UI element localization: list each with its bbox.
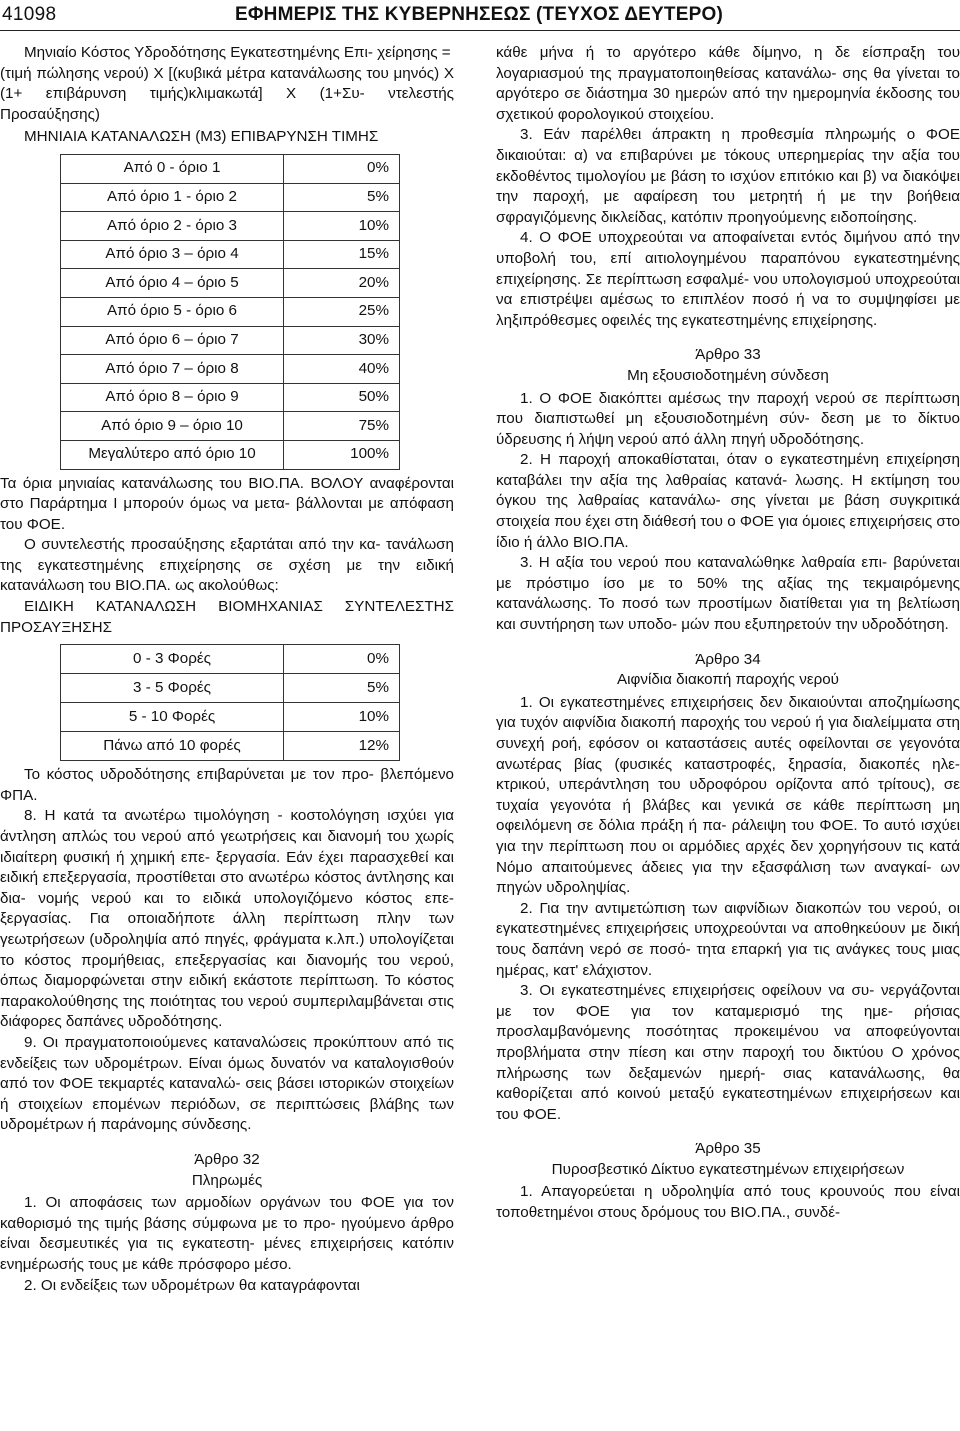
rate-cell: 40% (284, 355, 400, 384)
page-header (0, 4, 960, 28)
vat-paragraph: Το κόστος υδροδότησης επιβαρύνεται με τον προ- βλεπόμενο ΦΠΑ. (0, 766, 454, 804)
paragraph-4: 4. Ο ΦΟΕ υποχρεούται να αποφαίνεται εντός διμήνου από την υποβολή του, επί αιτιολογημένου παραπόνου εγκατεστημένης επιχείρησης. Σε περίπτωση εσφαλμέ- νου υπολογισμού υποχρεούται να επιστρέψει αμέσως το επιπλέον ποσό ή να το συμψηφίσει με ληξιπρόθεσμες οφειλές της εγκατεστημένης επιχείρησης. (496, 229, 960, 329)
article-33-paragraph-2: 2. Η παροχή αποκαθίσταται, όταν ο εγκατεστημένη επιχείρηση καταβάλει την αξία της λαθραίας κατανά- λωσης. Η εκτίμηση του όγκου της λαθραίας κατανάλω- σης γίνεται με βάση συγκριτικά στοιχεία που έχει στη διάθεσή του ο ΦΟΕ για όμοιες επιχειρήσεις στο ίδιο ή άλλο ΒΙΟ.ΠΑ. (496, 451, 960, 551)
rate-cell: 25% (284, 297, 400, 326)
range-cell: Από όριο 8 – όριο 9 (61, 383, 284, 412)
range-cell: Από όριο 7 – όριο 8 (61, 355, 284, 384)
article-32-title: Άρθρο 32 (194, 1150, 260, 1168)
range-cell: 5 - 10 Φορές (61, 703, 284, 732)
consumption-surcharge-table (60, 154, 400, 470)
special-consumption-table (60, 644, 400, 761)
continued-paragraph: κάθε μήνα ή το αργότερο κάθε δίμηνο, η δε είσπραξη του λογαριασμού της πραγματοποιηθείσας κατανάλω- σης θα γίνεται το αργότερο σε διάστημα 30 ημερών από την ημερομηνία έκδοσης του σχετικού φορολογικού στοιχείου. (496, 44, 960, 123)
table-row (61, 383, 400, 412)
article-33-paragraph-3: 3. Η αξία του νερού που καταναλώθηκε λαθραία επι- βαρύνεται με πρόστιμο ίσο με το 50% της αξίας της τεκμαιρόμενης κατανάλωσης. Το ποσό των προστίμων διατίθεται για τη βελτίωση και συντήρηση των υποδο- μών που εξυπηρετούν την υδροδότηση. (496, 554, 960, 634)
rate-cell: 10% (284, 703, 400, 732)
table-row (61, 297, 400, 326)
range-cell: Από όριο 6 – όριο 7 (61, 326, 284, 355)
table-row (61, 355, 400, 384)
table-row (61, 440, 400, 469)
formula-body: (τιμή πώλησης νερού) X [(κυβικά μέτρα κατανάλωσης του μηνός) X (1+ επιβάρυνση τιμής)κλιμακωτά] X (1+Συ- ντελεστής Προσαύξησης) (0, 64, 454, 123)
paragraph-3: 3. Εάν παρέλθει άπρακτη η προθεσμία πληρωμής ο ΦΟΕ δικαιούται: α) να επιβαρύνει με τόκους υπερημερίας την αξία του εκδοθέντος τιμολογίου με βάση το ισχύον επιτόκιο και β) να διακόψει την παροχή, με αφαίρεση του μετρητή ή με την βοήθεια σφραγιζόμενης δικλείδας, κατόπιν προηγούμενης ειδοποίησης. (496, 126, 960, 226)
table-row (61, 212, 400, 241)
rate-cell: 12% (284, 732, 400, 761)
range-cell: 0 - 3 Φορές (61, 645, 284, 674)
rate-cell: 5% (284, 674, 400, 703)
article-32-subtitle: Πληρωμές (191, 1171, 263, 1189)
page-number: 41098 (2, 4, 57, 25)
table-row (61, 183, 400, 212)
rate-cell: 30% (284, 326, 400, 355)
table-row (61, 154, 400, 183)
article-33-paragraph-1: 1. Ο ΦΟΕ διακόπτει αμέσως την παροχή νερού σε περίπτωση που διαπιστωθεί μη εξουσιοδοτημένη σύν- δεση με το δίκτυο ύδρευσης ή λήψη νερού από άλλη πηγή υδροδότησης. (496, 389, 960, 448)
table-row (61, 326, 400, 355)
rate-cell: 50% (284, 383, 400, 412)
rate-cell: 75% (284, 412, 400, 441)
table-row (61, 645, 400, 674)
header-rule (0, 30, 960, 31)
table1-heading: ΜΗΝΙΑΙΑ ΚΑΤΑΝΑΛΩΣΗ (Μ3) ΕΠΙΒΑΡΥΝΣΗ ΤΙΜΗΣ (24, 128, 379, 146)
right-column (496, 43, 960, 1224)
table-row (61, 412, 400, 441)
table-row (61, 732, 400, 761)
formula-title: Μηνιαίο Κόστος Υδροδότησης Εγκατεστημένης Επι- χείρησης = (24, 44, 451, 61)
table-row (61, 703, 400, 732)
range-cell: Από όριο 4 – όριο 5 (61, 269, 284, 298)
rate-cell: 15% (284, 240, 400, 269)
article-34-paragraph-3: 3. Οι εγκατεστημένες επιχειρήσεις οφείλουν να συ- νεργάζονται με τον ΦΟΕ για τον καταμερισμό της ημε- ρήσιας προσλαμβανόμενης ποσότητας προκειμένου να αποφεύγονται προβλήματα στην πίεση και στην παροχή του δικτύου Ο χρόνος πλήρωσης των δεξαμενών ημερή- σιας κατανάλωσης, θα καθορίζεται από κοινού μεταξύ εγκατεστημένων επιχειρήσεων και του ΦΟΕ. (496, 982, 960, 1123)
range-cell: Από όριο 1 - όριο 2 (61, 183, 284, 212)
range-cell: Πάνω από 10 φορές (61, 732, 284, 761)
table2-heading: ΕΙΔΙΚΗ ΚΑΤΑΝΑΛΩΣΗ ΒΙΟΜΗΧΑΝΙΑΣ ΣΥΝΤΕΛΕΣΤΗΣ ΠΡΟΣΑΥΞΗΣΗΣ (0, 598, 454, 636)
range-cell: Από όριο 3 – όριο 4 (61, 240, 284, 269)
article-34-subtitle: Αιφνίδια διακοπή παροχής νερού (617, 671, 839, 689)
rate-cell: 0% (284, 645, 400, 674)
coefficient-paragraph: Ο συντελεστής προσαύξησης εξαρτάται από την κα- τανάλωση της εγκατεστημένης επιχείρησης σε σχέση με την ειδική κατανάλωση του ΒΙΟ.ΠΑ. ως ακολούθως: (0, 536, 454, 595)
table-row (61, 269, 400, 298)
article-35-subtitle: Πυροσβεστικό Δίκτυο εγκατεστημένων επιχειρήσεων (551, 1160, 905, 1178)
table-row (61, 674, 400, 703)
gazette-title: ΕΦΗΜΕΡΙΣ ΤΗΣ ΚΥΒΕΡΝΗΣΕΩΣ (ΤΕΥΧΟΣ ΔΕΥΤΕΡΟ) (235, 4, 723, 25)
rate-cell: 20% (284, 269, 400, 298)
paragraph-8: 8. Η κατά τα ανωτέρω τιμολόγηση - κοστολόγηση ισχύει για άντληση απλώς του νερού από γεωτρήσεις και διανομή του χωρίς ιδιαίτερη φυσική ή χημική επε- ξεργασία. Εάν έχει παρασχεθεί και ειδική επεξεργασία, προστίθεται στο ανωτέρω κόστος άντλησης και δια- νομής νερού και το ειδικά υπολογιζόμενο κόστος επε- ξεργασίας. Για οποιαδήποτε άλλη περίπτωση πλην των γεωτρήσεων (υδροληψία από πηγές, φράγματα κ.λπ.) υπολογίζεται το κόστος προμήθειας, επεξεργασίας και διανομής του νερού, όπως διαμορφώνεται στην ειδική εκάστοτε περίπτωση. Το κόστος παρακολούθησης της ποιότητας του νερού συμπεριλαμβάνεται στις διάφορες δαπάνες υδροδότησης. (0, 807, 454, 1031)
paragraph-9: 9. Οι πραγματοποιούμενες καταναλώσεις προκύπτουν από τις ενδείξεις των υδρομέτρων. Είναι όμως δυνατόν να καταλογισθούν από τον ΦΟΕ τεκμαρτές καταναλώ- σεις βάσει ιστορικών στοιχείων ή στοιχείων επομένων περιόδων, σε περιπτώσεις βλάβης των υδρομέτρων ή παράνομης σύνδεσης. (0, 1033, 454, 1134)
article-32-paragraph-2: 2. Οι ενδείξεις των υδρομέτρων θα καταγράφονται (24, 1276, 360, 1294)
left-column (0, 43, 454, 1296)
article-35-title: Άρθρο 35 (695, 1140, 761, 1158)
table-row (61, 240, 400, 269)
article-33-title: Άρθρο 33 (695, 346, 761, 364)
limits-paragraph: Τα όρια μηνιαίας κατανάλωσης του ΒΙΟ.ΠΑ. ΒΟΛΟΥ αναφέρονται στο Παράρτημα Ι μπορούν όμως να μετα- βάλλονται με απόφαση του ΦΟΕ. (0, 474, 454, 533)
range-cell: Από όριο 9 – όριο 10 (61, 412, 284, 441)
rate-cell: 10% (284, 212, 400, 241)
range-cell: Μεγαλύτερο από όριο 10 (61, 440, 284, 469)
range-cell: 3 - 5 Φορές (61, 674, 284, 703)
rate-cell: 100% (284, 440, 400, 469)
article-34-paragraph-1: 1. Οι εγκατεστημένες επιχειρήσεις δεν δικαιούνται αποζημίωσης για τυχόν αιφνίδια διακοπή παροχής του νερού ή για διαλείμματα στη συνεχή ροή, εφόσον οι καταστάσεις αυτές οφείλονται σε γεγονότα ανωτέρας βίας (φυσικές καταστροφές, ξηρασία, διακοπές ηλε- κτρικού, υπεράντληση του υδροφόρου ορίζοντα από τρίτους), σε τυχαία γεγονότα ή βλάβες και γενικά σε κάθε περίπτωση μη οφειλόμενη σε δόλια πράξη ή πα- ράλειψη του ΦΟΕ. Το αυτό ισχύει για την περίπτωση που οι αρμόδιες αρχές δεν χορηγήσουν τις κατά Νόμο απαιτούμενες άδειες για την εξασφάλιση των αναγκαί- ων πηγών υδροληψίας. (496, 693, 960, 897)
range-cell: Από όριο 2 - όριο 3 (61, 212, 284, 241)
article-32-paragraph-1: 1. Οι αποφάσεις των αρμοδίων οργάνων του ΦΟΕ για τον καθορισμό της τιμής βάσης σύμφωνα με το προ- ηγούμενο άρθρο είναι δεσμευτικές για τις εγκατεστη- μένες επιχειρήσεις κατόπιν ενημέρωσής τους με κάθε πρόσφορο μέσο. (0, 1194, 454, 1273)
rate-cell: 5% (284, 183, 400, 212)
article-35-paragraph-1: 1. Απαγορεύεται η υδροληψία από τους κρουνούς που είναι τοποθετημένοι στους δρόμους του ΒΙΟ.ΠΑ., συνδέ- (496, 1183, 960, 1222)
article-34-title: Άρθρο 34 (695, 650, 761, 668)
range-cell: Από όριο 5 - όριο 6 (61, 297, 284, 326)
article-33-subtitle: Μη εξουσιοδοτημένη σύνδεση (627, 366, 829, 384)
rate-cell: 0% (284, 154, 400, 183)
article-34-paragraph-2: 2. Για την αντιμετώπιση των αιφνίδιων διακοπών του νερού, οι εγκατεστημένες επιχειρήσεις υποχρεούνται να αποθηκεύουν με δική τους δαπάνη νερό σε ποσό- τητα επαρκή για τις ανάγκες τους μιας ημέρας, κατ' ελάχιστον. (496, 899, 960, 979)
range-cell: Από 0 - όριο 1 (61, 154, 284, 183)
